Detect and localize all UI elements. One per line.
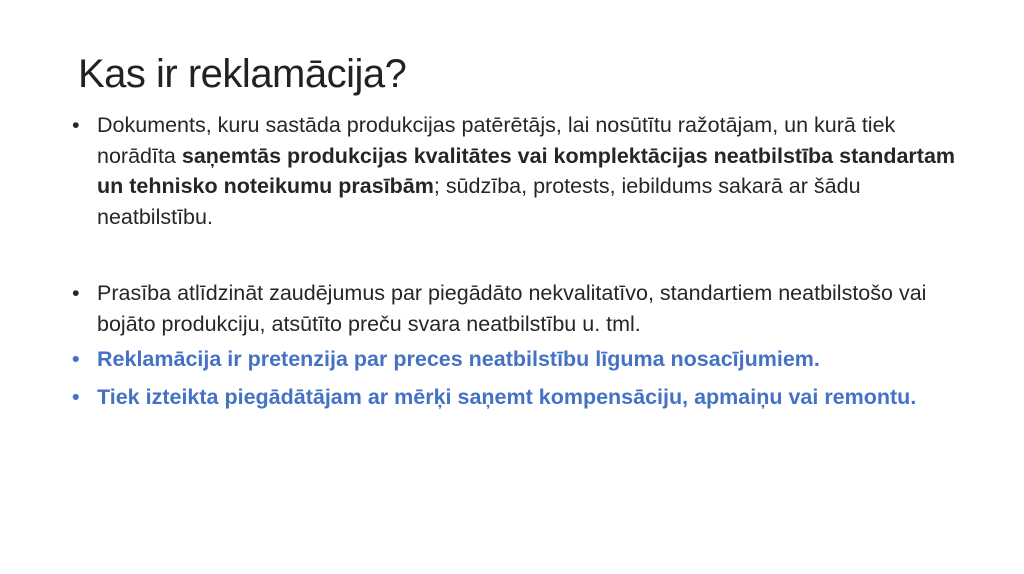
bullet-text: Reklamācija ir pretenzija par preces neatbilstību līguma nosacījumiem. bbox=[97, 347, 820, 371]
bullet-text: Dokuments, kuru sastāda produkcijas patērētājs, lai nosūtītu ražotājam, un kurā tiek norādīta bbox=[97, 113, 896, 168]
bullet-item-highlight bbox=[72, 382, 972, 413]
bullet-item bbox=[72, 110, 972, 232]
bullet-item-highlight bbox=[72, 344, 972, 375]
slide-title: Kas ir reklamācija? bbox=[78, 52, 407, 96]
bullet-marker: • bbox=[72, 347, 80, 371]
bullet-item bbox=[72, 278, 972, 339]
bullet-text: Prasība atlīdzināt zaudējumus par piegādāto nekvalitatīvo, standartiem neatbilstošo vai bojāto produkciju, atsūtīto preču svara neatbilstību u. tml. bbox=[97, 281, 927, 336]
bullet-marker: • bbox=[72, 281, 80, 305]
bullet-text: Tiek izteikta piegādātājam ar mērķi saņemt kompensāciju, apmaiņu vai remontu. bbox=[97, 384, 917, 409]
bullet-marker: • bbox=[72, 113, 80, 137]
bullet-list bbox=[72, 110, 972, 412]
bullet-bold-text: saņemtās produkcijas kvalitātes vai komplektācijas neatbilstība standartam un tehnisko noteikumu prasībām bbox=[97, 143, 956, 198]
bullet-text-tail: ; sūdzība, protests, iebildums sakarā ar šādu neatbilstību. bbox=[97, 174, 861, 229]
bullet-marker: • bbox=[72, 384, 80, 409]
